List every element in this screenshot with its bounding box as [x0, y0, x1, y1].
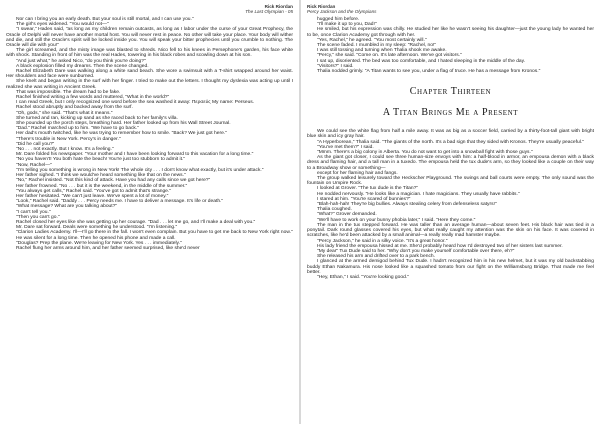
- paragraph: I sat up, disoriented. The bed was too comfortable, and I hated sleeping in the middle of the day.: [317, 58, 526, 64]
- paragraph: A black explosion filled my dreams. Then the scene changed.: [16, 63, 149, 69]
- paragraph: I can read Greek, but I only recognized one word before the sea washed it away: Περσεύς My name: Perseus.: [16, 100, 255, 106]
- paragraph: except for her flaming hair and fangs.: [317, 170, 398, 176]
- paragraph: "Blah-hah-hah! They're big bullies. Always stealing celery from defenseless satyrs!": [317, 202, 497, 208]
- paragraphs-after-chapter: [307, 129, 594, 280]
- paragraph: I stared at him. "You're scared of bunnies?": [317, 196, 411, 202]
- right-page: [301, 0, 600, 424]
- paragraph: Her father frowned. "No . . . but it is the weekend, in the middle of the summer.": [16, 183, 188, 189]
- paragraph: "Now, Rachel—": [16, 162, 52, 168]
- chapter-number: Chapter Thirteen: [409, 86, 492, 98]
- header-author: Rick Riordan: [264, 4, 293, 9]
- header-author: Rick Riordan: [307, 4, 336, 9]
- paragraph: "I can't tell you.": [16, 209, 51, 215]
- paragraph: "What?" Grover demanded.: [317, 212, 377, 218]
- paragraph: hugged him before.: [317, 17, 360, 22]
- paragraph: "Hey, Ethan," I said. "You're looking good.": [317, 274, 409, 280]
- paragraph: Rachel flung her arms around him, and her father seemed surprised, like she'd never: [16, 245, 200, 251]
- paragraph: "Then you can't go.": [16, 214, 60, 220]
- paragraph: "I'm telling you something is wrong in New York! The whole city . . . I don't know what exactly, but it's under attack.": [16, 167, 264, 173]
- header-book-title: Percy Jackson and the Olympians: [307, 9, 377, 15]
- paragraphs-before-chapter: [307, 17, 594, 74]
- paragraph: "My dear" Tux Dude said to her. "Why don't you make yourself comfortable over there, eh?": [317, 248, 515, 254]
- paragraph: He nodded nervously. "He looks like a magician. I hate magicians. They usually have rabbits.": [317, 191, 520, 197]
- paragraph: Mr. Dare sat forward. Deals were something he understood. "I'm listening.": [16, 225, 178, 231]
- paragraph: Rachel finished writing a few words and muttered, "What in the world?": [16, 95, 170, 101]
- paragraph: His lady friend the empousa hissed at me. She'd probably heard how I'd destroyed two of her sisters last summer.: [317, 243, 563, 249]
- paragraph: "Mmm. There's a big colony in Alberta. You do not want to get into a snowball fight with those guys.": [317, 150, 533, 156]
- paragraph: I looked at Grover. "The tux dude is the Titan?": [317, 186, 419, 192]
- paragraph: That was impossible. The dream had to be fake.: [16, 89, 121, 95]
- paragraph: "No," Rachel insisted. "Not this kind of attack. Have you had any calls since we got here?": [16, 178, 211, 184]
- paragraph: As the giant got closer, I could see three human-size envoys with him: a half-blood in armor, an empousa demon with a black dress and flaming hair, and a tall man in a tuxedo. The empousa held the tux dude's arm, so they looked like a couple on their way to a Broadway show or something—: [307, 155, 594, 171]
- page-header: [307, 4, 376, 14]
- paragraph: Rachel closed her eyes like she was getting up her courage. "Dad . . . let me go, and I'll make a deal with you.": [16, 219, 256, 225]
- left-page: [0, 0, 299, 424]
- paragraph: The scene faded. I mumbled in my sleep: "Rachel, no!": [317, 43, 437, 49]
- paragraph: She pounded up the porch steps, breathing hard. Her father looked up from his Wall Street Journal.: [16, 121, 231, 127]
- paragraph: "And just what," he asked Nico, "do you think you're doing?": [16, 58, 146, 64]
- paragraph: She knelt and began writing in the surf with her finger. I tried to make out the letters. I thought my dyslexia was acting up until I realized she was writing in Ancient Greek.: [6, 79, 293, 90]
- paragraph: "There's trouble in New York. Percy's in danger.": [16, 136, 121, 142]
- paragraph: "You've met them?" I said.: [317, 144, 374, 150]
- paragraph: "No you haven't! You both hate the beach! You're just too stubborn to admit it.": [16, 157, 186, 163]
- paragraph: We could see the white flag from half a mile away. It was as big as a soccer field, carried by a thirty-foot-tall giant with bright blue skin and icy gray hair.: [307, 129, 594, 140]
- paragraph: Thalia coughed.: [317, 207, 352, 213]
- paragraph: Thalia nodded grimly. "A Titan wants to see you, under a flag of truce. He has a message from Kronos.": [317, 69, 541, 75]
- page-header: [245, 4, 293, 14]
- header-book-title: The Last Olympian - 05: [245, 9, 293, 15]
- paragraph: "A Hyperborean," Thalia said. "The giants of the north. It's a bad sign that they sided with Kronos. They're usually peaceful.": [317, 139, 584, 145]
- paragraph: The girl screamed, and the misty image was blasted to shreds. Nico fell to his knees in Persephone's garden, his face white with shock. Standing in front of him was the real Hades, towering in his black robes and scowling down at his son.: [6, 48, 293, 59]
- paragraph: "Yes, Rachel," he agreed. "You most certainly will.": [317, 37, 427, 43]
- paragraph: "Oh, gods," she said. "That's what it means.": [16, 110, 113, 116]
- left-page-body: [6, 17, 293, 251]
- paragraph: The girl's eyes widened. "You would not—": [16, 22, 109, 28]
- paragraph: Her father sighed. "I think we would've heard something like that on the news.": [16, 173, 186, 179]
- paragraph: "What message? What are you talking about?": [16, 204, 118, 210]
- paragraph: "Douglas? Prep the plane. We're leaving for New York. Yes . . . immediately.": [16, 240, 182, 246]
- chapter-title: A Titan Brings Me a Present: [382, 107, 519, 119]
- paragraph: Rachel Elizabeth Dare was walking along a white sand beach. She wore a swimsuit with a T-shirt wrapped around her waist. Her shoulders and face were sunburned.: [6, 69, 293, 80]
- paragraph: "Clarion Ladies Academy. I'll—I'll go there in the fall. I won't even complain. But you have to get me back to New York right now.": [16, 230, 293, 236]
- paragraph: "Percy Jackson," he said in a silky voice. "It's a great honor.": [317, 238, 448, 244]
- paragraph: "Visitors?" I said.: [317, 63, 354, 69]
- paragraph: "Percy," she said. "Come on. It's late afternoon. We've got visitors.": [317, 53, 462, 59]
- paragraph: Her father hesitated. "We can't just leave. We've spent a lot of money.": [16, 193, 169, 199]
- paragraph: I was still tossing and turning when Thalia shook me awake.: [317, 48, 447, 54]
- paragraph: She released his arm and drifted over to a park bench.: [317, 254, 435, 260]
- paragraph: The group walked leisurely toward the Heckscher Playground. The swings and ball courts were empty. The only sound was the fountain on Umpire Rock.: [307, 176, 594, 187]
- paragraph: "I swear," Hades said, "as long as my children remain outcasts, as long as I labor under the curse of your Great Prophecy, the Oracle of Delphi will never have another mortal host. You will never rest in peace. No other will take your place. Your body will wither and die, and still the Oracle's spirit will be locked inside you. You will speak your bitter prophecies until you crumble to nothing. The Oracle will die with you!": [6, 27, 293, 49]
- paragraph: He was silent for a long time. Then he opened his phone and made a call.: [16, 235, 176, 241]
- paragraph: "We'll have to work on your bunny phobia later," I said. "Here they come.": [317, 217, 476, 223]
- paragraph: I glanced at the armed demigod behind Tux Dude. I hadn't recognized him in his new helmet, but it was my old backstabbing buddy Ethan Nakamura. His nose looked like a squashed tomato from our fight on the Williamsburg Bridge. That made me feel better.: [307, 259, 594, 275]
- paragraph: Her dad's mouth twitched, like he was trying to remember how to smile. "Back? We just got here.": [16, 131, 227, 137]
- right-page-body: [307, 17, 594, 280]
- paragraph: "Look," Rachel said. "Daddy . . . Percy needs me. I have to deliver a message. It's life or death.": [16, 199, 224, 205]
- paragraph: "Dad." Rachel marched up to him. "We have to go back.": [16, 126, 139, 132]
- paragraph: "No . . . not exactly. But I know. It's a feeling.": [16, 147, 114, 153]
- paragraph: Nor can I bring you an early death. But your soul is still mortal, and I can use you.": [16, 17, 194, 22]
- paragraph: "Did he call you?": [16, 141, 55, 147]
- paragraph: She turned and ran, kicking up sand as she raced back to her family's villa.: [16, 115, 178, 121]
- paragraph: "I'll make it up to you, Dad!": [317, 22, 377, 28]
- paragraph: Mr. Dare folded his newspaper. "Your mother and I have been looking forward to this vacation for a long time.": [16, 152, 254, 158]
- paragraph: He smiled, but his expression was chilly. He studied her like he wasn't seeing his daughter—just the young lady he wanted her to be, once Clarion Academy got through with her.: [307, 27, 594, 38]
- paragraph: The man in the tux stepped forward. He was taller than an average human—about seven feet. His black hair was tied in a ponytail. Dark round glasses covered his eyes, but what really caught my attention was the skin on his face. It was covered in scratches, like he'd been attacked by a small animal—a really really mad hamster maybe.: [307, 222, 594, 239]
- paragraph: Rachel stood abruptly and backed away from the surf.: [16, 105, 133, 111]
- paragraph: "You always get calls," Rachel said. "You've got to admit that's strange.": [16, 188, 171, 194]
